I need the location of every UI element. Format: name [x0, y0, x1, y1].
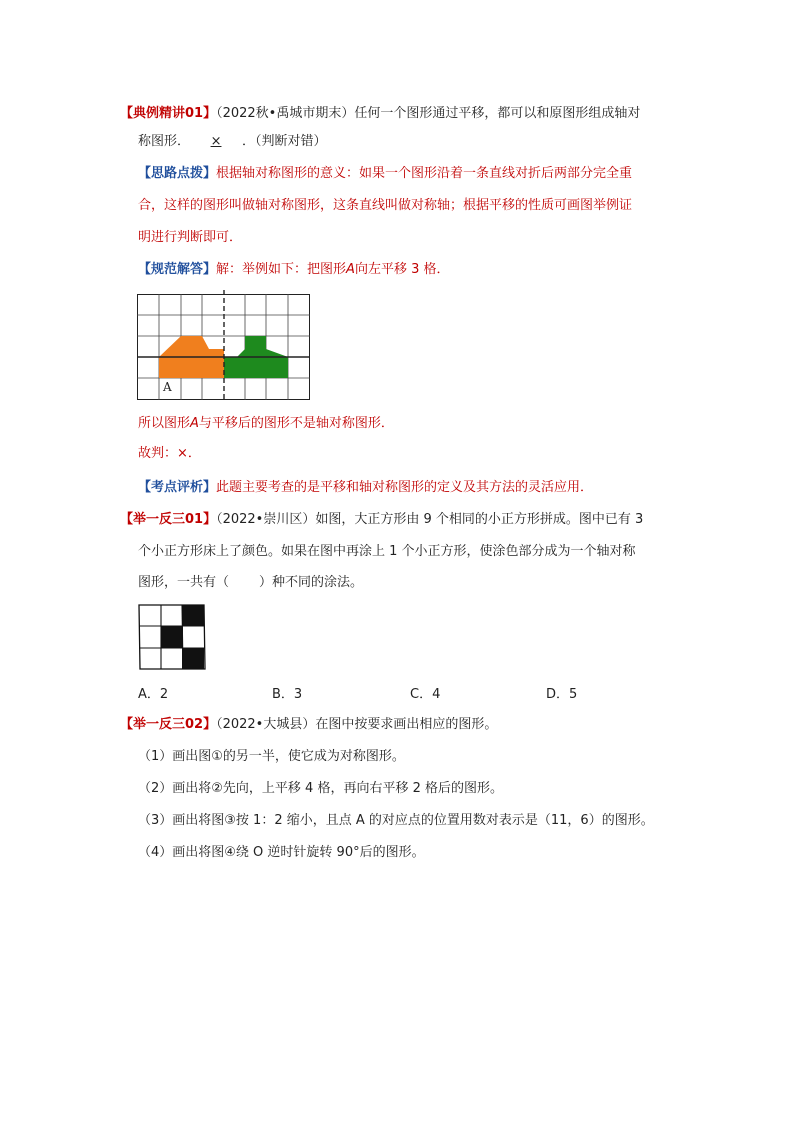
ex2-option-c[interactable]: C．4 [410, 687, 441, 702]
shaded-square-top-right [182, 605, 204, 626]
translation-grid-figure [137, 290, 313, 402]
ex1-conclusion-line [138, 414, 394, 434]
ex2-option-a[interactable]: A．2 [138, 687, 169, 702]
ex1-solution-num: 3 [411, 262, 420, 277]
ex3-item-4: （4）画出将图④绕 O 逆时针旋转 90°后的图形。 [138, 845, 425, 860]
ex2-option-d[interactable]: D．5 [546, 687, 578, 702]
ex1-tag: 【典例精讲01】 [120, 106, 217, 121]
ex1-verdict: 故判：×． [138, 446, 201, 461]
ex3-item-1: （1）画出图①的另一半，使它成为对称图形。 [138, 749, 405, 764]
ex1-conclusion-var: A [190, 416, 199, 431]
ex2-option-b[interactable]: B．3 [272, 687, 303, 702]
ex1-review-text: 此题主要考查的是平移和轴对称图形的定义及其方法的灵活应用． [216, 480, 594, 495]
ex2-question-text3a: 图形，一共有（ [138, 575, 230, 590]
ex3-item-3: （3）画出将图③按 1：2 缩小，且点 A 的对应点的位置用数对表示是（11，6）的图形。 [138, 813, 654, 828]
ex3-item-2: （2）画出将②先向，上平移 4 格，再向右平移 2 格后的图形。 [138, 781, 503, 796]
ex1-conclusion-a: 所以图形 [138, 416, 191, 431]
ex1-answer-blank: × [210, 134, 222, 149]
grid-label-a: A [163, 380, 172, 394]
shaded-square-bottom-right [182, 648, 204, 669]
ex2-tag: 【举一反三01】 [120, 512, 217, 527]
ex2-question-line3 [138, 573, 363, 593]
ex1-question-line1 [120, 104, 640, 124]
shaded-square-center [161, 626, 183, 648]
ex1-review-tag: 【考点评析】 [138, 480, 217, 495]
ex2-question-line2: 个小正方形床上了颜色。如果在图中再涂上 1 个小正方形，使涂色部分成为一个轴对称 [138, 544, 636, 559]
ex1-solution-text-c: 格． [423, 262, 450, 277]
ex2-question-text3b: ）种不同的涂法。 [259, 575, 364, 590]
ex2-question-line1 [120, 510, 643, 530]
ex1-solution-text-a: 解：举例如下：把图形 [216, 262, 347, 277]
ex1-hint-line2: 合，这样的图形叫做轴对称图形，这条直线叫做对称轴；根据平移的性质可画图举例证 [138, 198, 633, 213]
ex2-question-text1: （2022•崇川区）如图，大正方形由 9 个相同的小正方形拼成。图中已有 3 [216, 512, 644, 527]
ex1-hint-tag: 【思路点拨】 [138, 166, 217, 181]
ex3-intro-text: （2022•大城县）在图中按要求画出相应的图形。 [216, 717, 498, 732]
ex1-question-text1: （2022秋•禹城市期末）任何一个图形通过平移，都可以和原图形组成轴对 [216, 106, 641, 121]
ex1-hint-text1: 根据轴对称图形的意义：如果一个图形沿着一条直线对折后两部分完全重 [216, 166, 633, 181]
ex1-solution-var: A [346, 262, 355, 277]
ex1-solution-text-b: 向左平移 [354, 262, 407, 277]
ex1-review-line [138, 478, 593, 498]
ex1-question-text2b: ．（判断对错） [242, 134, 327, 149]
ex1-hint-line3: 明进行判断即可． [138, 230, 243, 245]
ex1-question-text2a: 称图形． [138, 134, 191, 149]
ex1-solution-tag: 【规范解答】 [138, 262, 217, 277]
ex1-question-line2 [138, 132, 327, 152]
ex3-intro-line [120, 715, 497, 735]
nine-square-grid-figure [138, 604, 208, 670]
ex3-tag: 【举一反三02】 [120, 717, 217, 732]
ex1-solution-line [138, 260, 450, 280]
ex1-hint-line1 [138, 164, 632, 184]
ex1-conclusion-b: 与平移后的图形不是轴对称图形． [198, 416, 394, 431]
